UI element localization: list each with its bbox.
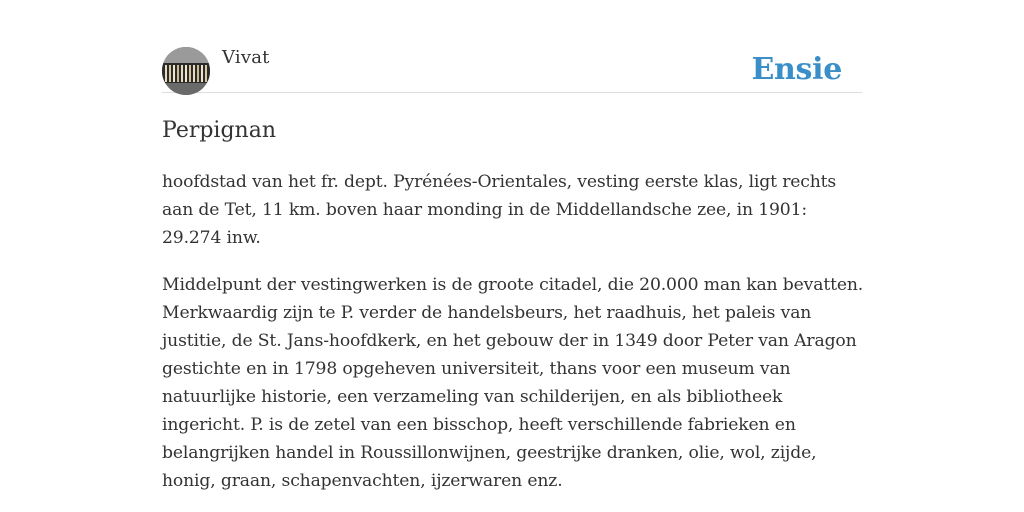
header — [162, 46, 862, 93]
author-avatar[interactable] — [162, 47, 210, 95]
entry-content — [162, 168, 868, 512]
bookshelf-avatar-icon — [162, 47, 210, 95]
entry-paragraph: Middelpunt der vestingwerken is de groote citadel, die 20.000 man kan bevatten. Merkwaardig zijn te P. verder de handelsbeurs, het raadhuis, het paleis van justitie, de St. Jans-hoofdkerk, en het gebouw der in 1349 door Peter van Aragon gestichte en in 1798 opgeheven universiteit, thans voor een museum van natuurlijke historie, een verzameling van schilderijen, en als bibliotheek ingericht. P. is de zetel van een bisschop, heeft verschillende fabrieken en belangrijken handel in Roussillonwijnen, geestrijke dranken, olie, wol, zijde, honig, graan, schapenvachten, ijzerwaren enz. — [162, 275, 864, 491]
brand-logo[interactable]: Ensie — [751, 52, 842, 87]
author-name[interactable]: Vivat — [222, 47, 270, 68]
entry-title: Perpignan — [162, 118, 277, 143]
entry-paragraph: hoofdstad van het fr. dept. Pyrénées-Orientales, vesting eerste klas, ligt rechts aan de Tet, 11 km. boven haar monding in de Middellandsche zee, in 1901: 29.274 inw. — [162, 172, 837, 248]
